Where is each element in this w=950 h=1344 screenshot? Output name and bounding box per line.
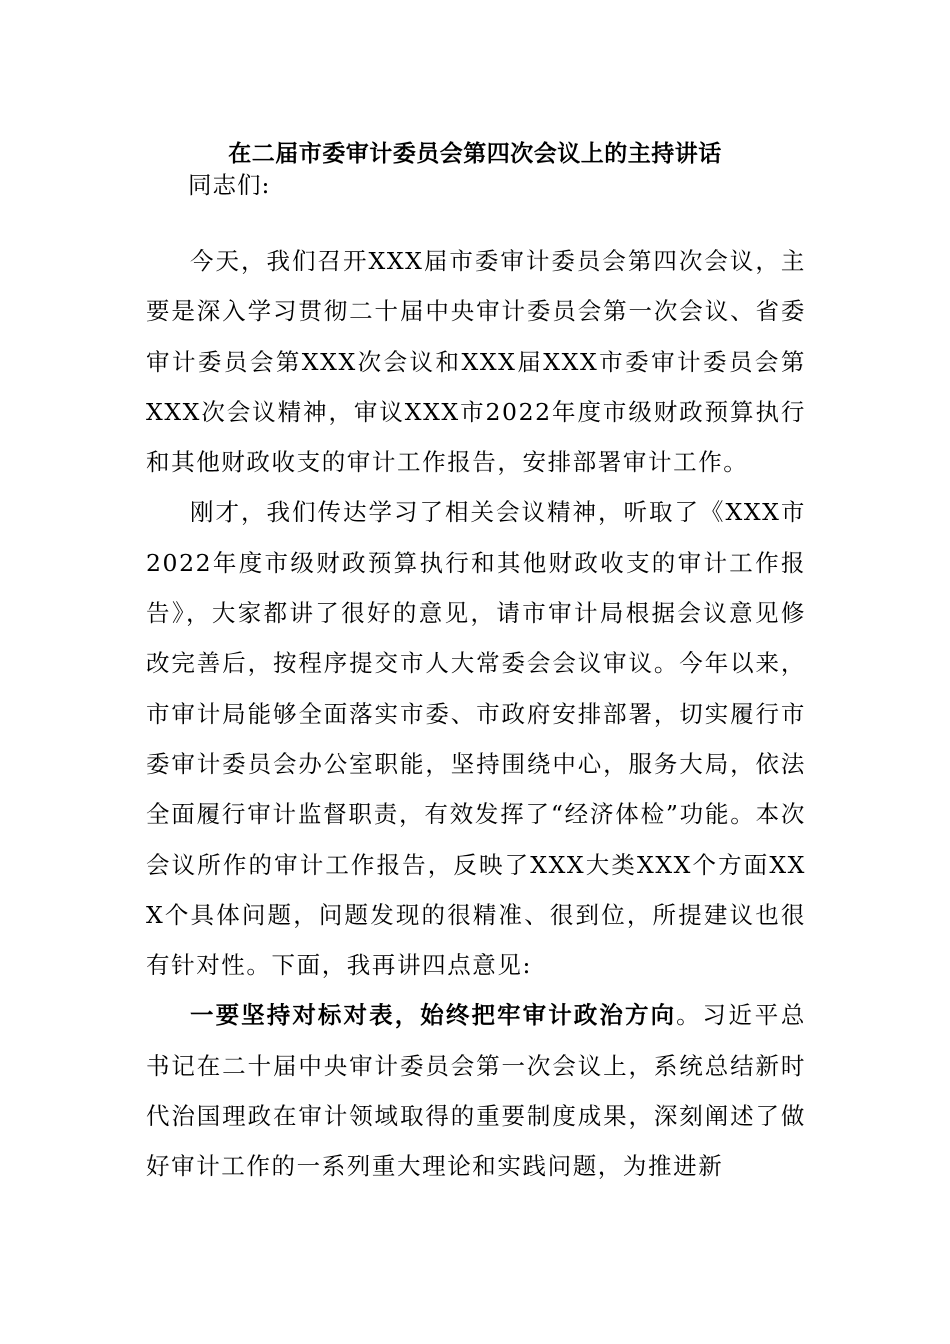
document-title: 在二届市委审计委员会第四次会议上的主持讲话 — [228, 141, 722, 167]
paragraph-3-text: 。习近平总书记在二十届中央审计委员会第一次会议上，系统总结新时代治国理政在审计领域取得的重要制度成果，深刻阐述了做好审计工作的一系列重大理论和实践问题，为推进新 — [146, 1001, 807, 1181]
paragraph-3-lead: 一要坚持对标对表，始终把牢审计政治方向 — [190, 1001, 677, 1030]
paragraph-1-text: 今天，我们召开XXX届市委审计委员会第四次会议，主要是深入学习贯彻二十届中央审计委员会第一次会议、省委审计委员会第XXX次会议和XXX届XXX市委审计委员会第XXX次会议精神，审议XXX市2022年度市级财政预算执行和其他财政收支的审计工作报告，安排部署审计工作。 — [146, 247, 806, 477]
document-body — [146, 236, 806, 1192]
paragraph-2 — [146, 487, 806, 990]
paragraph-1 — [146, 236, 806, 487]
paragraph-2-text: 刚才，我们传达学习了相关会议精神，听取了《XXX市2022年度市级财政预算执行和其他财政收支的审计工作报告》，大家都讲了很好的意见，请市审计局根据会议意见修改完善后，按程序提交市人大常委会会议审议。今年以来，市审计局能够全面落实市委、市政府安排部署，切实履行市委审计委员会办公室职能，坚持围绕中心，服务大局，依法全面履行审计监督职责，有效发挥了“经济体检”功能。本次会议所作的审计工作报告，反映了XXX大类XXX个方面XXX个具体问题，问题发现的很精准、很到位，所提建议也很有针对性。下面，我再讲四点意见: — [146, 498, 806, 980]
paragraph-3 — [146, 990, 806, 1191]
salutation: 同志们: — [188, 171, 271, 199]
